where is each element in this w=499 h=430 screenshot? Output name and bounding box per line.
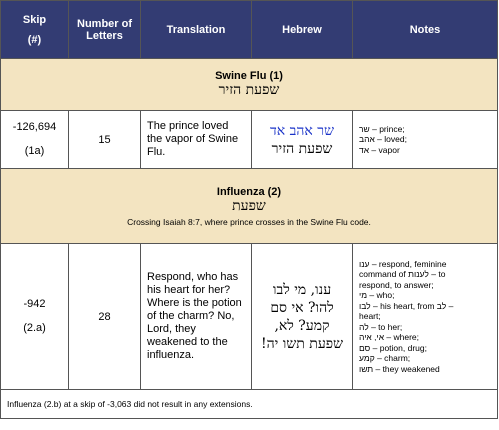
footer-row (1, 390, 498, 419)
section-hebrew: שפעת הזיר (218, 82, 280, 98)
section-influenza (1, 169, 498, 244)
skip-label: (1a) (24, 145, 45, 157)
skip-cell (1, 111, 69, 169)
translation-cell: Respond, who has his heart for her? Where is the potion of the charm? No, Lord, they weakened to the influenza. (141, 244, 252, 390)
hebrew-cell (252, 244, 353, 390)
hebrew-line: שר אהב אד (269, 122, 335, 139)
header-hebrew: Hebrew (252, 1, 353, 59)
skip-label: (2.a) (23, 322, 46, 334)
section-title: Swine Flu (1) (215, 70, 283, 82)
note-line: heart; (359, 311, 381, 322)
header-row (1, 1, 498, 59)
note-line: לה – to her; (359, 321, 403, 332)
table-row (1, 111, 498, 169)
note-line: תשו – they weakened (359, 363, 440, 374)
note-line: שר – prince; (359, 123, 405, 134)
note-line: ענו – respond, feminine (359, 258, 447, 269)
hebrew-line: ענו, מי לבו (272, 281, 332, 298)
hebrew-line: שפעת תשו יה! (261, 335, 343, 352)
header-translation: Translation (141, 1, 252, 59)
section-title: Influenza (2) (216, 185, 282, 198)
hebrew-line: קמע? לא, (274, 317, 330, 334)
letters-cell: 28 (69, 244, 141, 390)
hebrew-cell (252, 111, 353, 169)
table-row (1, 244, 498, 390)
note-line: אי, איה – where; (359, 332, 419, 343)
header-skip (1, 1, 69, 59)
notes-cell (353, 244, 498, 390)
note-line: command of לענות – to (359, 269, 446, 280)
note-line: סם – potion, drug; (359, 342, 427, 353)
header-letters (69, 1, 141, 59)
section-heading-cell (1, 59, 498, 111)
note-line: לבו – his heart, from לב – (359, 300, 454, 311)
header-skip-sub: (#) (27, 33, 42, 46)
note-line: מי – who; (359, 290, 395, 301)
header-skip-label: Skip (22, 13, 47, 26)
note-line: respond, to answer; (359, 279, 434, 290)
note-line: אהב – loved; (359, 134, 407, 145)
header-notes: Notes (353, 1, 498, 59)
note-line: קמע – charm; (359, 353, 411, 364)
note-line: אד – vapor (359, 144, 400, 155)
header-letters-line1: Number of (77, 17, 132, 30)
footer-note: Influenza (2.b) at a skip of -3,063 did not result in any extensions. (1, 390, 498, 419)
skip-value: -126,694 (12, 121, 57, 133)
section-note: Crossing Isaiah 8:7, where prince crosses in the Swine Flu code. (127, 216, 371, 227)
section-hebrew: שפעת (232, 197, 266, 214)
skip-value: -942 (23, 298, 46, 310)
translation-cell: The prince loved the vapor of Swine Flu. (141, 111, 252, 169)
hebrew-line: שפעת הזיר (271, 140, 333, 157)
section-swine-flu (1, 59, 498, 111)
letters-cell: 15 (69, 111, 141, 169)
hebrew-line: להו? אי סם (270, 299, 334, 316)
skip-cell (1, 244, 69, 390)
header-letters-line2: Letters (86, 29, 123, 42)
notes-cell (353, 111, 498, 169)
section-heading-cell (1, 169, 498, 244)
